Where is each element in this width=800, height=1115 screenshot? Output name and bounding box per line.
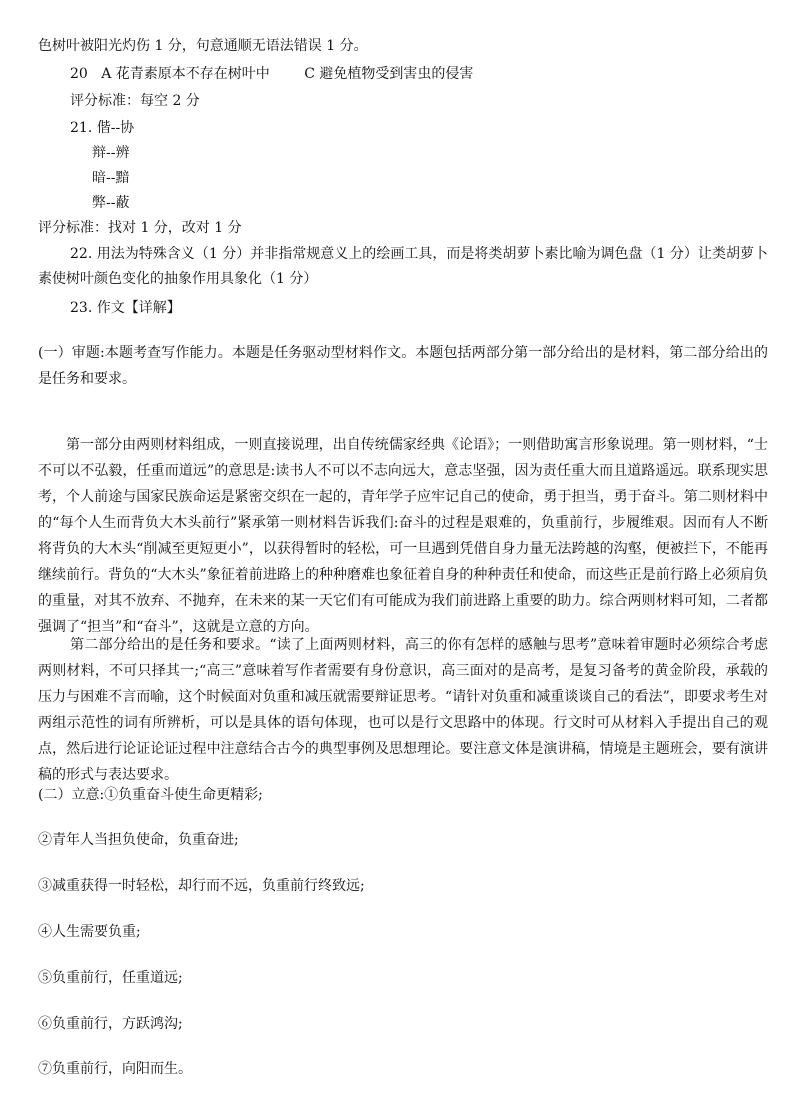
answer-21-item-3: 暗--黯 (92, 170, 130, 186)
theme-item: (二）立意:①负重奋斗使生命更精彩; (38, 787, 263, 803)
answer-23-heading: 23. 作文【详解】 (70, 300, 181, 316)
theme-item: ⑦负重前行，向阳而生。 (38, 1061, 192, 1077)
answer-22: 22. 用法为特殊含义（1 分）并非指常规意义上的绘画工具，而是将类胡萝卜素比喻为调色盘（1 分）让类胡萝卜素使树叶颜色变化的抽象作用具象化（1 分） (38, 246, 768, 287)
answer-21: 21. 偕--协 (70, 120, 135, 136)
analysis-paragraph-2: 第一部分由两则材料组成，一则直接说理，出自传统儒家经典《论语》；一则借助寓言形象说理。第一则材料，“士不可以不弘毅，任重而道远”的意思是:读书人不可以不志向远大，意志坚强，因为责任重大而且道路遥远。联系现实思考，个人前途与国家民族命运是紧密交织在一起的，青年学子应牢记自己的使命，勇于担当，勇于奋斗。第二则材料中的“每个人生而背负大木头前行”紧承第一则材料告诉我们:奋斗的过程是艰难的，负重前行，步履维艰。因而有人不断将背负的大木头“削减至更短更小”，以获得暂时的轻松，可一旦遇到凭借自身力量无法跨越的沟壑，便被拦下，不能再继续前行。背负的“大木头”象征着前进路上的种种磨难也象征着自身的种种责任和使命，而这些正是前行路上必须肩负的重量，对其不放弃、不抛弃，在未来的某一天它们有可能成为我们前进路上重要的助力。综合两则材料可知，二者都强调了“担当”和“奋斗”，这就是立意的方向。 (38, 437, 768, 635)
answer-20 (70, 64, 798, 84)
answer-20-scoring: 评分标准：每空 2 分 (70, 93, 200, 109)
theme-item: ④人生需要负重; (38, 924, 141, 940)
answer-20-option-c: C 避免植物受到害虫的侵害 (304, 66, 474, 82)
answer-21-item-2: 辩--辨 (92, 145, 130, 161)
answer-line-19-tail: 色树叶被阳光灼伤 1 分，句意通顺无语法错误 1 分。 (38, 38, 368, 54)
answer-21-scoring: 评分标准：找对 1 分，改对 1 分 (38, 220, 242, 236)
analysis-paragraph-3: 第二部分给出的是任务和要求。“读了上面两则材料，高三的你有怎样的感触与思考”意味着审题时必须综合考虑两则材料，不可只择其一;“高三”意味着写作者需要有身份意识，高三面对的是高考，是复习备考的黄金阶段，承载的压力与困难不言而喻，这个时候面对负重和减压就需要辩证思考。“请针对负重和减重谈谈自己的看法”，即要求考生对两组示范性的词有所辨析，可以是具体的语句体现，也可以是行文思路中的体现。行文时可从材料入手提出自己的观点，然后进行论证论证过程中注意结合古今的典型事例及思想理论。要注意文体是演讲稿，情境是主题班会，要有演讲稿的形式与表达要求。 (38, 637, 768, 783)
answer-21-item-4: 弊--蔽 (92, 195, 130, 211)
theme-item: ②青年人当担负使命，负重奋进; (38, 832, 239, 848)
answer-20-option-a: A 花青素原本不存在树叶中 (101, 66, 270, 82)
analysis-paragraph-1: (一）审题:本题考查写作能力。本题是任务驱动型材料作文。本题包括两部分第一部分给出的是材料，第二部分给出的是任务和要求。 (38, 345, 768, 387)
answer-20-number: 20 (70, 66, 88, 82)
theme-item: ⑤负重前行，任重道远; (38, 970, 183, 986)
theme-item: ③减重获得一时轻松，却行而不远，负重前行终致远; (38, 878, 365, 894)
theme-item: ⑥负重前行，方跃鸿沟; (38, 1016, 183, 1032)
